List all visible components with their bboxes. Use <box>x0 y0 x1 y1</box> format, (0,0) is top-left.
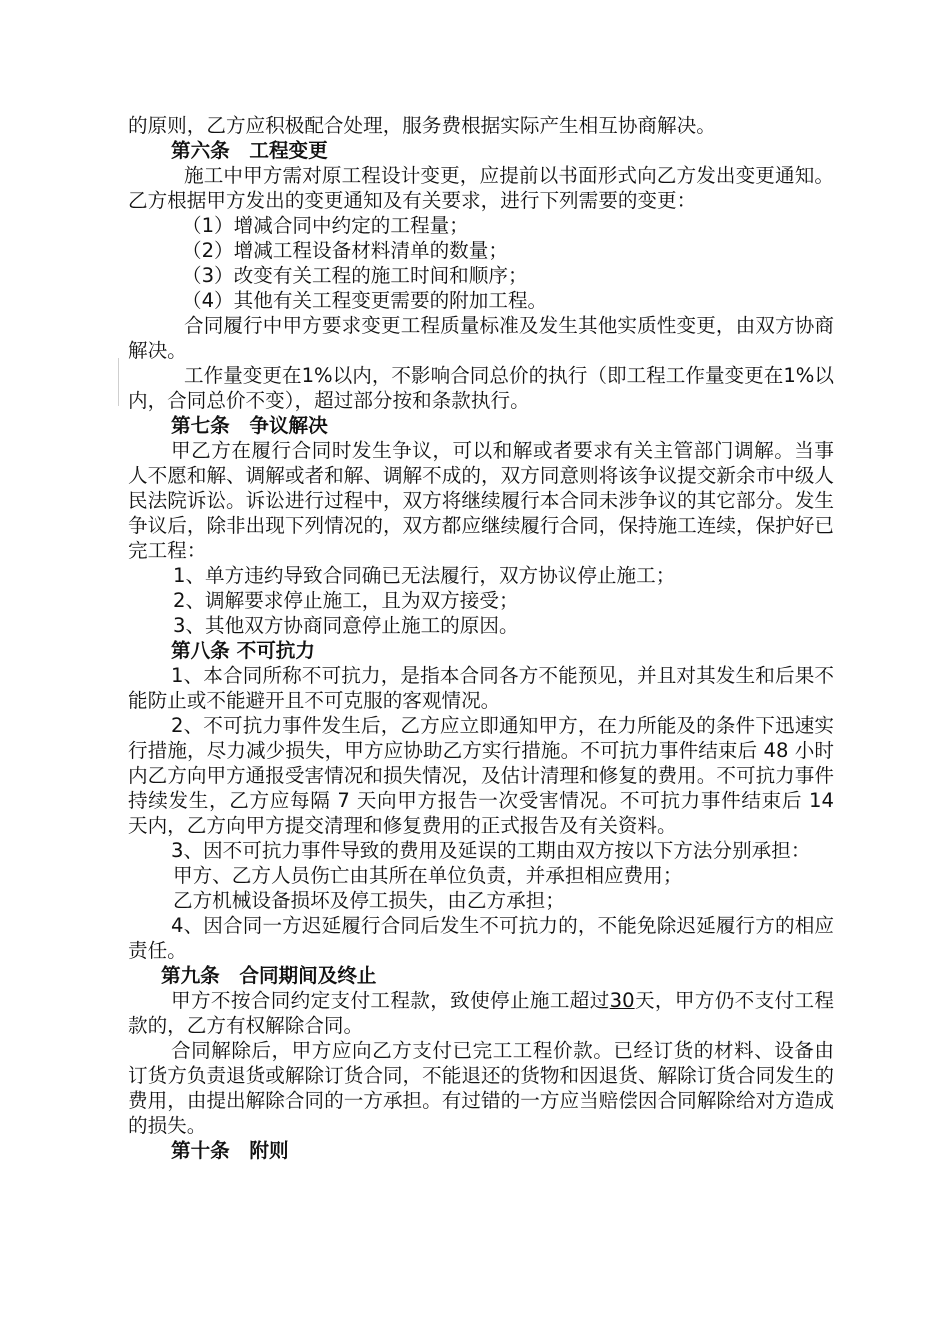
days-number: 30 <box>609 989 635 1012</box>
article-6-paragraph-1: 施工中甲方需对原工程设计变更，应提前以书面形式向乙方发出变更通知。乙方根据甲方发出的变更通知及有关要求，进行下列需要的变更： <box>128 164 834 212</box>
article-7-item-2: 2、调解要求停止施工，且为双方接受； <box>173 589 519 612</box>
article-6-item-1: （1）增减合同中约定的工程量； <box>182 214 469 237</box>
article-8-paragraph-2: 2、不可抗力事件发生后，乙方应立即通知甲方，在力所能及的条件下迅速实行措施，尽力减少损失，甲方应协助乙方实行措施。不可抗力事件结束后 48 小时内乙方向甲方通报受害情况和损失情况，及估计清理和修复的费用。不可抗力事件持续发生，乙方应每隔 7 天向甲方报告一次受害情况。不可抗力事件结束后 14 天内，乙方向甲方提交清理和修复费用的正式报告及有关资料。 <box>128 714 834 837</box>
article-9-heading: 第九条 合同期间及终止 <box>161 964 377 987</box>
article-8-item-1: 甲方、乙方人员伤亡由其所在单位负责，并承担相应费用； <box>173 864 683 887</box>
article-6-item-4: （4）其他有关工程变更需要的附加工程。 <box>182 289 548 312</box>
article-9-text-post: 天，甲方仍不支付工程款的，乙方有权解除合同。 <box>128 989 835 1037</box>
article-6-paragraph-3: 工作量变更在1%以内，不影响合同总价的执行（即工程工作量变更在1%以内，合同总价不变），超过部分按和条款执行。 <box>128 364 834 412</box>
article-8-item-2: 乙方机械设备损坏及停工损失，由乙方承担； <box>173 889 565 912</box>
document-page <box>128 113 834 1163</box>
article-7-item-3: 3、其他双方协商同意停止施工的原因。 <box>173 614 519 637</box>
paragraph-continuation: 的原则，乙方应积极配合处理，服务费根据实际产生相互协商解决。 <box>128 114 716 137</box>
article-8-paragraph-3: 3、因不可抗力事件导致的费用及延误的工期由双方按以下方法分别承担： <box>171 839 811 862</box>
article-9-paragraph-2: 合同解除后，甲方应向乙方支付已完工工程价款。已经订货的材料、设备由订货方负责退货或解除订货合同，不能退还的货物和因退货、解除订货合同发生的费用，由提出解除合同的一方承担。有过错的一方应当赔偿因合同解除给对方造成的损失。 <box>128 1039 834 1137</box>
article-7-item-1: 1、单方违约导致合同确已无法履行，双方协议停止施工； <box>173 564 676 587</box>
article-10-heading: 第十条 附则 <box>171 1139 289 1162</box>
article-6-paragraph-2: 合同履行中甲方要求变更工程质量标准及发生其他实质性变更，由双方协商解决。 <box>128 314 834 362</box>
article-8-paragraph-4: 4、因合同一方迟延履行合同后发生不可抗力的，不能免除迟延履行方的相应责任。 <box>128 914 834 962</box>
article-8-heading: 第八条 不可抗力 <box>171 639 315 662</box>
article-7-paragraph-1: 甲乙方在履行合同时发生争议，可以和解或者要求有关主管部门调解。当事人不愿和解、调解或者和解、调解不成的，双方同意则将该争议提交新余市中级人民法院诉讼。诉讼进行过程中，双方将继续履行本合同未涉争议的其它部分。发生争议后，除非出现下列情况的，双方都应继续履行合同，保持施工连续，保护好已完工程： <box>128 439 834 562</box>
article-9-text-pre: 甲方不按合同约定支付工程款，致使停止施工超过 <box>171 989 610 1012</box>
article-8-paragraph-1: 1、本合同所称不可抗力，是指本合同各方不能预见，并且对其发生和后果不能防止或不能避开且不可克服的客观情况。 <box>128 664 834 712</box>
article-6-item-3: （3）改变有关工程的施工时间和顺序； <box>182 264 528 287</box>
article-9-paragraph-1 <box>128 988 834 1038</box>
article-6-item-2: （2）增减工程设备材料清单的数量； <box>182 239 508 262</box>
article-7-heading: 第七条 争议解决 <box>171 414 328 437</box>
article-6-heading: 第六条 工程变更 <box>171 139 328 162</box>
margin-marker <box>118 358 119 406</box>
